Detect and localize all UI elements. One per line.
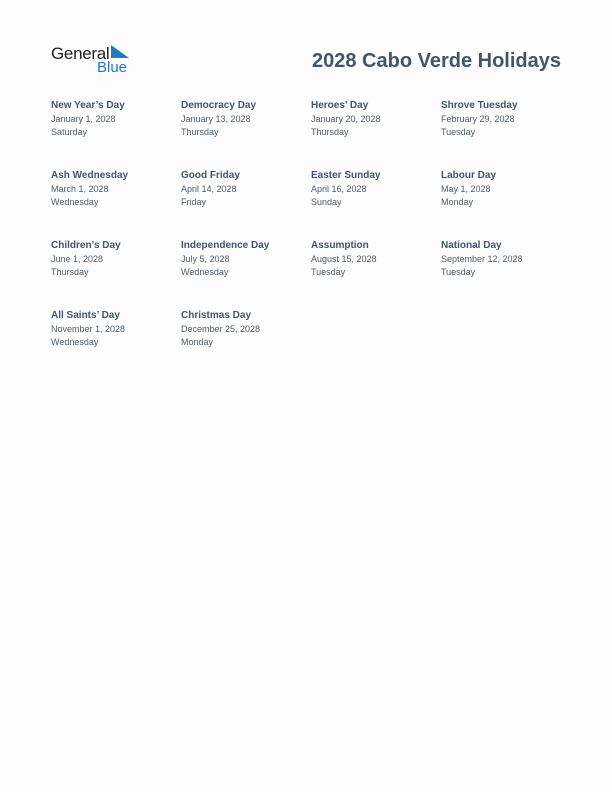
holiday-name: Christmas Day — [181, 310, 252, 321]
holiday-item — [51, 169, 181, 239]
holiday-date: March 1, 2028 — [51, 183, 109, 194]
holiday-date: April 16, 2028 — [311, 183, 367, 194]
holiday-name: Good Friday — [181, 170, 240, 181]
holiday-weekday: Saturday — [51, 127, 88, 137]
holiday-item — [441, 239, 571, 309]
holiday-date: May 1, 2028 — [441, 183, 491, 194]
holiday-item — [441, 99, 571, 169]
holiday-weekday: Friday — [181, 197, 207, 207]
holiday-weekday: Monday — [441, 197, 474, 207]
holiday-date: June 1, 2028 — [51, 253, 104, 264]
holiday-date: April 14, 2028 — [181, 183, 237, 194]
holiday-name: Shrove Tuesday — [441, 100, 518, 111]
logo-triangle-icon — [111, 45, 129, 59]
holiday-item — [311, 99, 441, 169]
holiday-name: Independence Day — [181, 240, 270, 251]
holiday-name: Heroes’ Day — [311, 100, 369, 111]
holiday-grid — [51, 99, 571, 379]
holiday-date: January 20, 2028 — [311, 113, 381, 124]
holiday-name: All Saints’ Day — [51, 310, 120, 321]
holiday-name: Labour Day — [441, 170, 497, 181]
holiday-weekday: Tuesday — [311, 267, 346, 277]
holiday-item — [181, 169, 311, 239]
holiday-name: National Day — [441, 240, 502, 251]
holiday-item — [181, 239, 311, 309]
holiday-date: August 15, 2028 — [311, 253, 377, 264]
holiday-weekday: Wednesday — [51, 337, 99, 347]
page-title: 2028 Cabo Verde Holidays — [311, 50, 561, 72]
holiday-name: Children’s Day — [51, 240, 121, 251]
holiday-weekday: Thursday — [311, 127, 349, 137]
holiday-name: Democracy Day — [181, 100, 257, 111]
holiday-item — [51, 99, 181, 169]
holiday-weekday: Wednesday — [181, 267, 229, 277]
holiday-item — [51, 309, 181, 379]
holiday-date: September 12, 2028 — [441, 253, 523, 264]
holiday-name: Easter Sunday — [311, 170, 381, 181]
holiday-date: November 1, 2028 — [51, 323, 126, 334]
holiday-weekday: Tuesday — [441, 127, 476, 137]
generalblue-logo — [51, 44, 141, 78]
holiday-date: December 25, 2028 — [181, 323, 261, 334]
holiday-date: January 1, 2028 — [51, 113, 116, 124]
holiday-item — [51, 239, 181, 309]
holiday-item — [441, 169, 571, 239]
holiday-weekday: Thursday — [51, 267, 89, 277]
holiday-item — [311, 169, 441, 239]
logo-blue-text: Blue — [97, 59, 128, 76]
holiday-weekday: Tuesday — [441, 267, 476, 277]
holiday-item — [181, 309, 311, 379]
holiday-date: February 29, 2028 — [441, 113, 515, 124]
holiday-item — [311, 239, 441, 309]
holiday-name: Assumption — [311, 240, 369, 251]
holiday-name: Ash Wednesday — [51, 170, 129, 181]
logo-general-text: General — [51, 44, 110, 63]
holiday-name: New Year’s Day — [51, 100, 125, 111]
holiday-date: July 5, 2028 — [181, 253, 230, 264]
holiday-date: January 13, 2028 — [181, 113, 251, 124]
holiday-weekday: Monday — [181, 337, 214, 347]
holiday-weekday: Wednesday — [51, 197, 99, 207]
holiday-weekday: Sunday — [311, 197, 342, 207]
holiday-item — [181, 99, 311, 169]
holiday-weekday: Thursday — [181, 127, 219, 137]
